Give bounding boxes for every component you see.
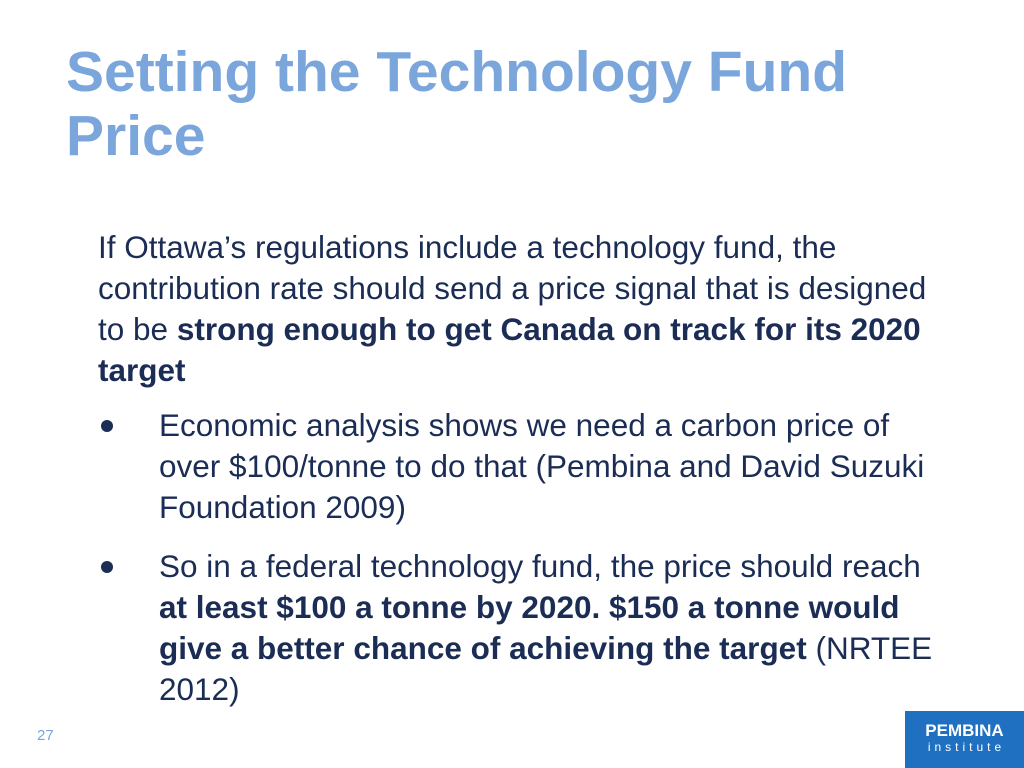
bullet-dot-icon [101,561,113,573]
bullet-list [98,405,948,710]
logo-subtitle: institute [927,740,1006,754]
bullet-2-text: So in a federal technology fund, the price should reach [159,548,921,584]
logo-name: PEMBINA [925,721,1004,740]
intro-text: If Ottawa’s regulations include a technology fund, the contribution rate should send a price signal that is designed to be [98,229,927,347]
pembina-institute-logo [905,711,1024,768]
bullet-item-1 [98,405,948,528]
intro-bold-text: strong enough to get Canada on track for its 2020 target [98,311,921,388]
bullet-item-2 [98,546,948,710]
intro-paragraph [98,227,948,391]
slide-title: Setting the Technology Fund Price [66,40,848,168]
bullet-2-bold-text: at least $100 a tonne by 2020. $150 a tonne would give a better chance of achieving the target [159,589,900,666]
bullet-2-citation: (NRTEE 2012) [159,630,933,707]
bullet-1-text: Economic analysis shows we need a carbon price of over $100/tonne to do that (Pembina and David Suzuki Foundation 2009) [159,407,925,525]
page-number: 27 [37,727,54,744]
bullet-dot-icon [101,420,113,432]
slide-body [98,227,948,728]
